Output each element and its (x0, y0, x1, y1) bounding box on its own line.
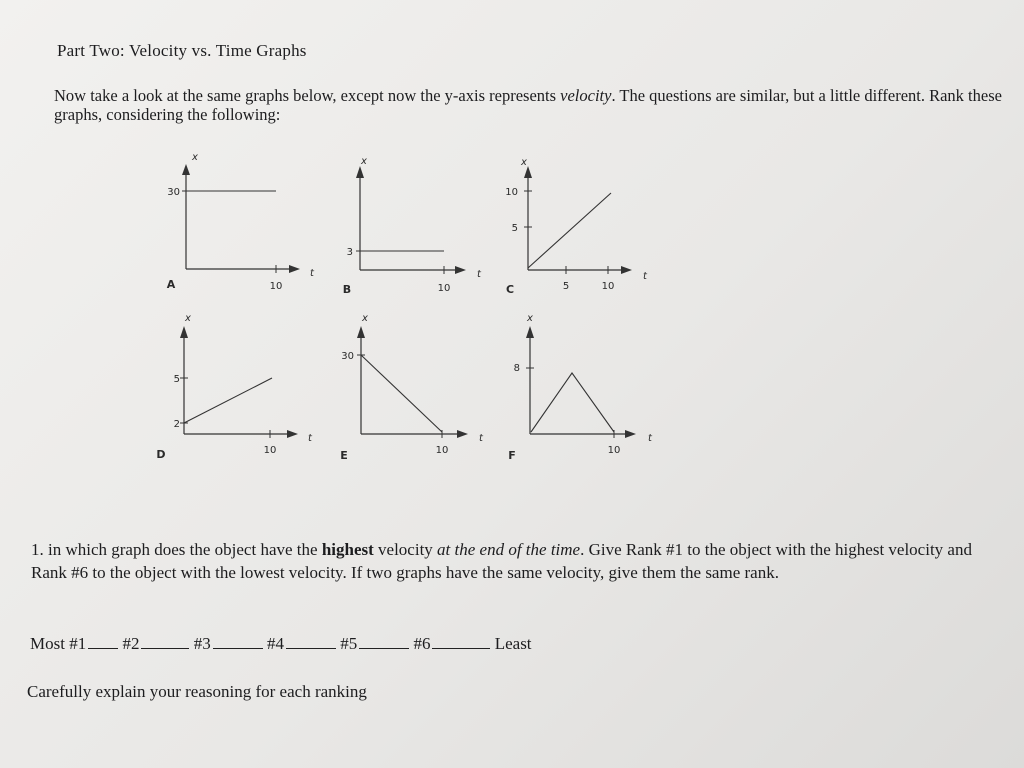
graph-f-ytick: 8 (513, 363, 520, 374)
graph-f-x-arrow (625, 430, 636, 438)
graph-e-y-label: x (362, 313, 368, 324)
intro-text-1: Now take a look at the same graphs below, except now the y-axis represents (54, 86, 561, 105)
graph-f-y-arrow (526, 326, 534, 338)
graph-a-label: A (166, 278, 176, 291)
graph-e-x-label: t (479, 433, 483, 444)
graph-d (156, 313, 313, 461)
graph-d-y-label: x (185, 313, 191, 324)
graph-c-ytick-2: 5 (511, 223, 518, 234)
graph-d-x-arrow (287, 430, 298, 438)
rank-least-label: Least (494, 634, 532, 653)
rank-1-blank[interactable] (88, 634, 118, 649)
graph-e (340, 313, 484, 462)
graph-a (167, 152, 315, 292)
graph-c-xtick-1: 5 (562, 281, 570, 292)
graph-b-x-arrow (455, 266, 466, 274)
graph-f-data-line (531, 373, 614, 432)
question-1 (31, 538, 1006, 584)
rank-most-label: Most #1 (30, 634, 87, 653)
graph-a-x-arrow (289, 265, 300, 273)
part-title: Part Two: Velocity vs. Time Graphs (57, 41, 307, 60)
graph-d-label: D (156, 448, 166, 461)
graph-d-data-line (184, 378, 272, 423)
graph-e-xtick: 10 (435, 445, 449, 456)
graph-c (505, 157, 648, 296)
graph-a-y-arrow (182, 164, 190, 175)
rank-3-blank[interactable] (213, 634, 263, 649)
graph-c-ytick-1: 10 (505, 187, 518, 198)
graph-d-ytick-1: 5 (173, 374, 180, 385)
explain-instruction: Carefully explain your reasoning for each ranking (27, 682, 367, 701)
graph-b-y-label: x (361, 156, 367, 167)
rank-6-label: #6 (413, 634, 431, 653)
graph-d-xtick: 10 (263, 445, 277, 456)
graph-e-x-arrow (457, 430, 468, 438)
graph-f-x-label: t (648, 433, 652, 444)
graph-c-data-line (528, 193, 611, 268)
question-text-2: velocity (373, 540, 438, 559)
graph-d-y-arrow (180, 326, 188, 338)
graph-e-data-line (361, 355, 442, 432)
question-text-3: . Give Rank #1 to the object with the highest velocity and Rank #6 to the object with the lowest velocity. If two graphs have the same velocity, give them the same rank. (31, 540, 972, 582)
graph-b (343, 156, 482, 296)
graph-a-y-label: x (192, 152, 198, 163)
ranking-row (30, 634, 532, 654)
graph-c-label: C (505, 283, 515, 296)
graph-f-y-label: x (527, 313, 533, 324)
rank-6-blank[interactable] (432, 634, 490, 649)
graph-e-y-arrow (357, 326, 365, 338)
graph-f-xtick: 10 (607, 445, 621, 456)
graph-c-x-arrow (621, 266, 632, 274)
rank-4-blank[interactable] (286, 634, 336, 649)
rank-2-blank[interactable] (141, 634, 189, 649)
graph-b-x-label: t (477, 269, 481, 280)
graph-d-ytick-2: 2 (173, 419, 180, 430)
graph-b-xtick: 10 (437, 283, 451, 294)
graph-d-x-label: t (308, 433, 312, 444)
graph-b-ytick: 3 (346, 247, 353, 258)
rank-4-label: #4 (266, 634, 284, 653)
rank-3-label: #3 (193, 634, 211, 653)
graph-a-ytick: 30 (167, 187, 180, 198)
question-bold: highest (321, 540, 374, 559)
rank-5-label: #5 (340, 634, 358, 653)
question-emphasis: at the end of the time (437, 540, 581, 559)
graph-c-y-label: x (521, 157, 527, 168)
graph-c-x-label: t (643, 271, 647, 282)
rank-5-blank[interactable] (359, 634, 409, 649)
graph-c-xtick-2: 10 (601, 281, 615, 292)
graph-a-x-label: t (310, 268, 314, 279)
question-text-1: 1. in which graph does the object have the (31, 540, 322, 559)
graph-f-label: F (508, 449, 516, 462)
graph-b-label: B (342, 283, 352, 296)
graph-b-y-arrow (356, 166, 364, 178)
graph-a-xtick: 10 (269, 281, 283, 292)
intro-emphasis: velocity (560, 86, 612, 105)
graph-e-label: E (340, 449, 348, 462)
graph-f (508, 313, 653, 462)
graph-e-ytick: 30 (341, 351, 354, 362)
intro-text-2: . The questions are similar, but a little different. Rank these graphs, considering the following: (54, 86, 1002, 124)
rank-2-label: #2 (122, 634, 140, 653)
